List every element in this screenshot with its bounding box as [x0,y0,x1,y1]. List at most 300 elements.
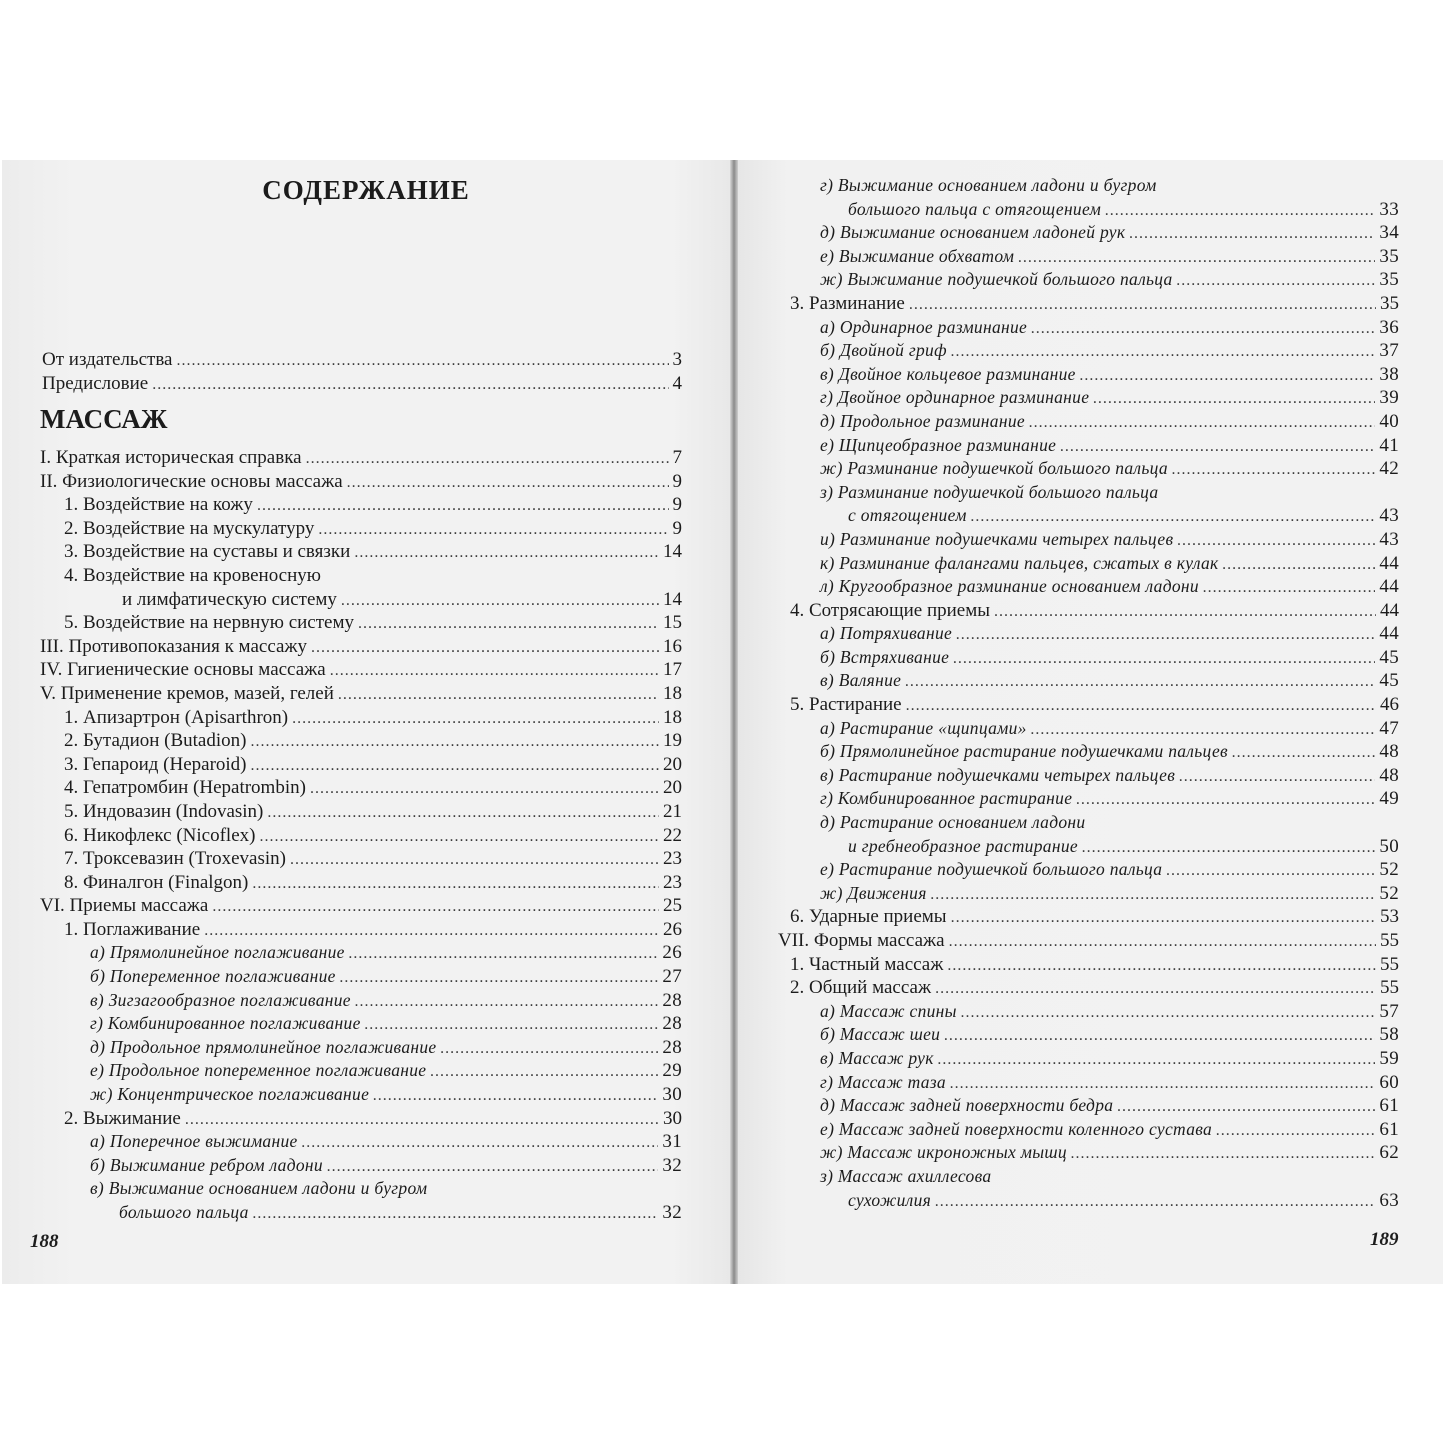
dot-leader [259,825,659,849]
toc-entry [738,764,1443,788]
toc-entry-page: 33 [1379,198,1399,220]
toc-entry-page: 21 [663,800,682,822]
toc-entry [738,835,1443,859]
dot-leader [341,589,659,613]
dot-leader [1076,788,1375,812]
toc-entry [2,1036,730,1060]
toc-entry-page: 38 [1379,363,1399,385]
toc-entry-page: 23 [663,848,682,870]
toc-entry [2,348,730,372]
toc-entry-label: в) Зигзагообразное поглаживание [90,989,351,1010]
toc-entry-label: 4. Сотрясающие приемы [790,599,991,621]
dot-leader [1129,222,1375,246]
dot-leader [961,1001,1376,1025]
page-title: СОДЕРЖАНИЕ [262,175,470,205]
dot-leader [373,1084,658,1108]
dot-leader [1232,741,1375,765]
toc-entry-page: 35 [1380,292,1399,314]
toc-entry [2,470,730,494]
toc-list-left [2,446,730,1225]
toc-entry-label: е) Продольное попеременное поглаживание [90,1060,427,1081]
toc-entry-page: 34 [1379,222,1399,244]
toc-entry-page: 48 [1379,741,1399,763]
toc-entry-page: 43 [1379,528,1399,550]
toc-entry-page: 14 [663,588,682,610]
toc-entry-label: б) Выжимание ребром ладони [90,1154,323,1175]
toc-entry-label: 6. Никофлекс (Nicoflex) [64,824,256,846]
toc-entry-page: 63 [1379,1189,1399,1211]
toc-entry-page: 7 [672,447,682,468]
dot-leader [931,883,1376,907]
toc-entry-label: VI. Приемы массажа [40,895,209,917]
toc-entry [738,268,1443,292]
toc-entry [738,693,1443,717]
toc-entry-page: 9 [672,517,682,539]
toc-entry [738,1000,1443,1024]
toc-entry-label: д) Выжимание основанием ладоней рук [820,222,1126,243]
toc-entry [738,339,1443,363]
toc-entry-page: 36 [1379,316,1399,338]
toc-entry [738,481,1443,505]
toc-entry-label: г) Выжимание основанием ладони и бугром [820,175,1157,195]
dot-leader [311,636,659,660]
dot-leader [950,1072,1375,1096]
toc-entry-page: 58 [1379,1024,1399,1046]
toc-entry-label: 3. Воздействие на суставы и связки [64,541,351,563]
toc-entry-label: VII. Формы массажа [778,930,945,951]
toc-entry-label: 1. Частный массаж [790,953,944,975]
toc-entry-label: 1. Воздействие на кожу [64,494,253,516]
toc-entry-page: 35 [1379,269,1399,291]
toc-entry [738,1071,1443,1095]
dot-leader [1105,199,1375,223]
toc-entry-page: 27 [662,966,682,988]
dot-leader [1029,411,1375,435]
toc-entry-label: 8. Финалгон (Finalgon) [64,871,249,893]
toc-entry [738,386,1443,410]
toc-entry-label: 5. Растирание [790,694,902,716]
dot-leader [951,906,1376,930]
toc-entry-label: и) Разминание подушечками четырех пальцев [820,528,1174,549]
dot-leader [1117,1095,1375,1119]
dot-leader [250,730,659,754]
toc-entry-label: ж) Концентрическое поглаживание [90,1084,370,1105]
dot-leader [1203,576,1375,600]
toc-entry [2,871,730,895]
toc-entry [738,929,1443,953]
dot-leader [355,990,659,1014]
toc-entry-page: 31 [662,1131,682,1153]
toc-entry-label: д) Растирание основанием ладони [820,812,1086,833]
toc-entry [738,528,1443,552]
toc-entry [738,1094,1443,1118]
dot-leader [340,966,659,990]
toc-entry-page: 42 [1379,458,1399,480]
toc-entry-page: 25 [663,895,682,917]
section-heading: МАССАЖ [40,404,168,434]
toc-entry [2,1012,730,1036]
toc-entry-page: 50 [1379,835,1399,857]
toc-entry-label: ж) Выжимание подушечкой большого пальца [820,269,1173,290]
toc-entry [738,245,1443,269]
toc-entry-page: 59 [1379,1047,1399,1069]
toc-entry [2,1107,730,1131]
toc-entry-page: 28 [662,1013,682,1035]
toc-entry-label: д) Продольное разминание [820,410,1025,431]
toc-entry-page: 18 [663,682,682,704]
toc-entry-label: б) Попеременное поглаживание [90,966,336,987]
toc-entry-label: ж) Движения [820,882,927,903]
dot-leader [310,777,659,801]
toc-entry-page: 30 [662,1084,682,1106]
dot-leader [430,1060,658,1084]
dot-leader [1177,529,1375,553]
toc-entry [2,682,730,706]
toc-entry [738,787,1443,811]
toc-entry [738,622,1443,646]
toc-entry-page: 39 [1379,387,1399,409]
toc-entry [738,221,1443,245]
toc-entry-label: е) Выжимание обхватом [820,245,1015,266]
dot-leader [944,1024,1375,1048]
toc-entry-label: сухожилия [848,1189,932,1210]
toc-entry [2,540,730,564]
dot-leader [953,647,1375,671]
toc-entry-label: г) Двойное ординарное разминание [820,387,1090,408]
dot-leader [267,801,659,825]
toc-entry-page: 17 [663,659,682,681]
toc-entry [2,753,730,777]
toc-entry-page: 20 [663,753,682,775]
dot-leader [212,895,659,919]
dot-leader [951,340,1376,364]
toc-entry [738,882,1443,906]
toc-entry-page: 47 [1379,717,1399,739]
toc-entry-label: V. Применение кремов, мазей, гелей [40,682,334,704]
toc-entry [738,552,1443,576]
toc-entry-page: 28 [662,1036,682,1058]
dot-leader [938,1048,1376,1072]
toc-entry-page: 62 [1379,1142,1399,1164]
toc-entry-page: 22 [663,824,682,846]
toc-entry [2,1083,730,1107]
toc-entry [738,434,1443,458]
toc-entry-label: б) Прямолинейное растирание подушечками пальцев [820,741,1228,762]
toc-entry-page: 23 [663,871,682,893]
dot-leader [971,505,1376,529]
toc-entry-label: к) Разминание фалангами пальцев, сжатых в кулак [820,552,1219,573]
toc-entry-label: е) Щипцеобразное разминание [820,434,1057,455]
toc-entry-page: 32 [662,1202,682,1223]
dot-leader [1018,246,1375,270]
toc-entry-label: III. Противопоказания к массажу [40,635,308,657]
toc-entry-label: 2. Воздействие на мускулатуру [64,517,315,539]
dot-leader [347,471,669,495]
toc-entry-label: в) Выжимание основанием ладони и бугром [90,1178,428,1199]
toc-entry-label: 2. Общий массаж [790,977,932,999]
toc-entry-label: г) Комбинированное поглаживание [90,1013,361,1034]
toc-entry-label: а) Поперечное выжимание [90,1131,298,1152]
toc-entry-label: 4. Гепатромбин (Hepatrombin) [64,777,306,799]
toc-entry [2,847,730,871]
toc-entry [738,953,1443,977]
toc-entry-page: 20 [663,777,682,799]
toc-entry [2,1154,730,1178]
toc-entry-label: 2. Выжимание [64,1107,181,1129]
toc-entry-label: в) Двойное кольцевое разминание [820,363,1076,384]
toc-entry-label: 4. Воздействие на кровеносную [64,564,321,586]
toc-entry-label: II. Физиологические основы массажа [40,470,343,492]
toc-entry-page: 45 [1379,670,1399,692]
toc-entry-label: 3. Разминание [790,292,905,314]
toc-entry-label: л) Кругообразное разминание основанием ладони [820,576,1199,597]
toc-entry-page: 4 [672,372,682,394]
toc-entry [738,575,1443,599]
page-number-right: 189 [1370,1229,1399,1250]
dot-leader [177,349,669,373]
toc-entry [738,740,1443,764]
dot-leader [935,977,1376,1001]
toc-entry-page: 44 [1379,623,1399,645]
toc-entry-label: 5. Воздействие на нервную систему [64,612,354,634]
toc-entry-label: и гребнеобразное растирание [848,835,1078,856]
toc-entry [2,706,730,730]
toc-entry-label: а) Прямолинейное поглаживание [90,942,345,963]
dot-leader [358,612,659,636]
toc-entry [738,198,1443,222]
toc-entry-label: б) Массаж шеи [820,1024,941,1045]
toc-entry [738,1141,1443,1165]
toc-entry-page: 57 [1379,1000,1399,1022]
dot-leader [1166,859,1375,883]
toc-entry-label: 2. Бутадион (Butadion) [64,730,247,752]
dot-leader [302,1131,659,1155]
toc-entry [2,1059,730,1083]
toc-entry-label: д) Массаж задней поверхности бедра [820,1095,1114,1116]
toc-entry-page: 43 [1379,505,1399,527]
toc-entry [738,457,1443,481]
toc-entry [2,1130,730,1154]
dot-leader [1071,1142,1375,1166]
toc-entry-label: в) Растирание подушечками четырех пальцев [820,764,1176,785]
toc-entry-page: 3 [672,349,682,370]
dot-leader [185,1108,659,1132]
toc-entry [738,717,1443,741]
toc-entry-label: в) Валяние [820,670,902,691]
toc-entry-page: 26 [663,918,682,940]
dot-leader [318,518,668,542]
toc-entry [738,174,1443,198]
toc-entry-label: и лимфатическую систему [122,588,337,610]
toc-entry [738,1189,1443,1213]
toc-entry-label: с отягощением [848,505,967,526]
toc-entry-label: е) Массаж задней поверхности коленного сустава [820,1118,1213,1139]
toc-entry-page: 28 [662,989,682,1011]
toc-entry [738,504,1443,528]
toc-entry [738,858,1443,882]
toc-entry [738,363,1443,387]
dot-leader [1179,765,1375,789]
toc-entry [2,918,730,942]
toc-entry [2,729,730,753]
dot-leader [327,1155,658,1179]
toc-entry [2,941,730,965]
dot-leader [994,600,1376,624]
toc-entry-page: 40 [1379,410,1399,432]
page-number-left: 188 [30,1231,59,1252]
toc-entry [2,1177,730,1201]
front-matter-list [2,348,730,395]
dot-leader [204,919,659,943]
toc-entry [738,646,1443,670]
toc-entry [2,776,730,800]
toc-entry-label: Предисловие [42,372,149,394]
toc-entry-page: 26 [662,942,682,964]
toc-entry [738,1023,1443,1047]
toc-entry [738,410,1443,434]
toc-entry [2,588,730,612]
dot-leader [1093,387,1375,411]
dot-leader [1031,718,1376,742]
toc-entry-label: ж) Массаж икроножных мышц [820,1142,1067,1163]
dot-leader [354,541,659,565]
dot-leader [909,293,1376,317]
toc-entry-label: г) Комбинированное растирание [820,788,1073,809]
toc-entry-label: IV. Гигиенические основы массажа [40,659,326,681]
toc-entry [738,1047,1443,1071]
toc-entry-label: в) Массаж рук [820,1047,934,1068]
toc-entry [738,292,1443,316]
dot-leader [292,707,659,731]
dot-leader [306,447,669,471]
toc-entry-label: г) Массаж таза [820,1071,946,1092]
dot-leader [349,942,659,966]
dot-leader [1031,317,1375,341]
toc-entry-page: 52 [1379,882,1399,904]
toc-entry [2,658,730,682]
dot-leader [956,623,1375,647]
toc-entry-label: 1. Апизартрон (Apisarthron) [64,706,289,728]
toc-entry-page: 32 [662,1154,682,1176]
toc-entry [738,599,1443,623]
toc-entry [2,635,730,659]
toc-entry-label: 3. Гепароид (Heparoid) [64,753,247,775]
toc-entry-page: 44 [1379,576,1399,598]
dot-leader [290,848,659,872]
toc-entry-page: 9 [672,470,682,492]
dot-leader [947,954,1376,978]
toc-entry-page: 41 [1379,434,1399,456]
toc-entry [2,989,730,1013]
toc-entry [2,824,730,848]
toc-entry-label: большого пальца [119,1202,249,1222]
toc-entry-page: 15 [663,612,682,634]
toc-entry-page: 52 [1379,859,1399,881]
toc-entry-page: 61 [1379,1095,1399,1117]
toc-entry-label: е) Растирание подушечкой большого пальца [820,859,1163,880]
toc-entry [738,316,1443,340]
toc-entry-page: 16 [663,635,682,657]
toc-entry-label: а) Растирание «щипцами» [820,717,1027,738]
toc-entry-label: а) Потряхивание [820,623,953,644]
dot-leader [1080,364,1376,388]
toc-entry-label: ж) Разминание подушечкой большого пальца [820,458,1168,479]
toc-entry [738,1165,1443,1189]
toc-entry [738,905,1443,929]
toc-entry-page: 55 [1380,977,1399,999]
toc-entry [2,446,730,470]
dot-leader [252,872,659,896]
toc-entry-page: 44 [1379,552,1399,574]
toc-entry-page: 29 [662,1060,682,1082]
dot-leader [251,754,659,778]
dot-leader [152,373,668,397]
toc-entry-page: 14 [663,541,682,563]
toc-entry-label: д) Продольное прямолинейное поглаживание [90,1036,437,1057]
toc-entry-page: 37 [1379,340,1399,362]
toc-entry [2,493,730,517]
dot-leader [1216,1119,1375,1143]
left-page [2,160,730,1284]
toc-entry-label: б) Встряхивание [820,646,950,667]
toc-list-right [738,174,1443,1212]
toc-entry [738,811,1443,835]
dot-leader [365,1013,659,1037]
toc-entry [738,669,1443,693]
toc-entry-page: 45 [1379,646,1399,668]
toc-entry [2,517,730,541]
toc-entry [2,372,730,396]
right-page [738,160,1443,1284]
dot-leader [906,694,1376,718]
toc-entry-label: а) Ординарное разминание [820,316,1028,337]
toc-entry-page: 49 [1379,788,1399,810]
dot-leader [253,1202,659,1226]
toc-entry-page: 48 [1379,764,1399,786]
toc-entry-page: 44 [1380,599,1399,621]
toc-entry-label: 5. Индовазин (Indovasin) [64,800,264,822]
toc-entry [2,965,730,989]
dot-leader [1223,553,1376,577]
toc-entry [2,894,730,918]
toc-entry-page: 61 [1379,1118,1399,1140]
toc-entry-label: 1. Поглаживание [64,918,201,940]
dot-leader [257,494,669,518]
toc-entry-label: б) Двойной гриф [820,340,947,361]
toc-entry-page: 60 [1379,1071,1399,1093]
toc-entry [738,1118,1443,1142]
dot-leader [1172,458,1375,482]
toc-entry-label: 6. Ударные приемы [790,906,947,928]
toc-entry-label: 7. Троксевазин (Troxevasin) [64,848,286,870]
toc-entry-page: 53 [1380,906,1399,928]
toc-entry-page: 55 [1380,953,1399,975]
toc-entry-label: а) Массаж спины [820,1000,957,1021]
toc-entry-page: 19 [663,730,682,752]
toc-entry-page: 30 [663,1107,682,1129]
toc-entry-label: большого пальца с отягощением [848,198,1102,219]
toc-entry [2,1201,730,1225]
toc-entry-label: I. Краткая историческая справка [40,447,302,468]
dot-leader [1082,836,1375,860]
toc-entry-page: 35 [1379,245,1399,267]
toc-entry-page: 9 [672,494,682,516]
dot-leader [1177,269,1376,293]
toc-entry [2,564,730,588]
dot-leader [935,1190,1375,1214]
toc-entry [2,800,730,824]
dot-leader [330,659,659,683]
